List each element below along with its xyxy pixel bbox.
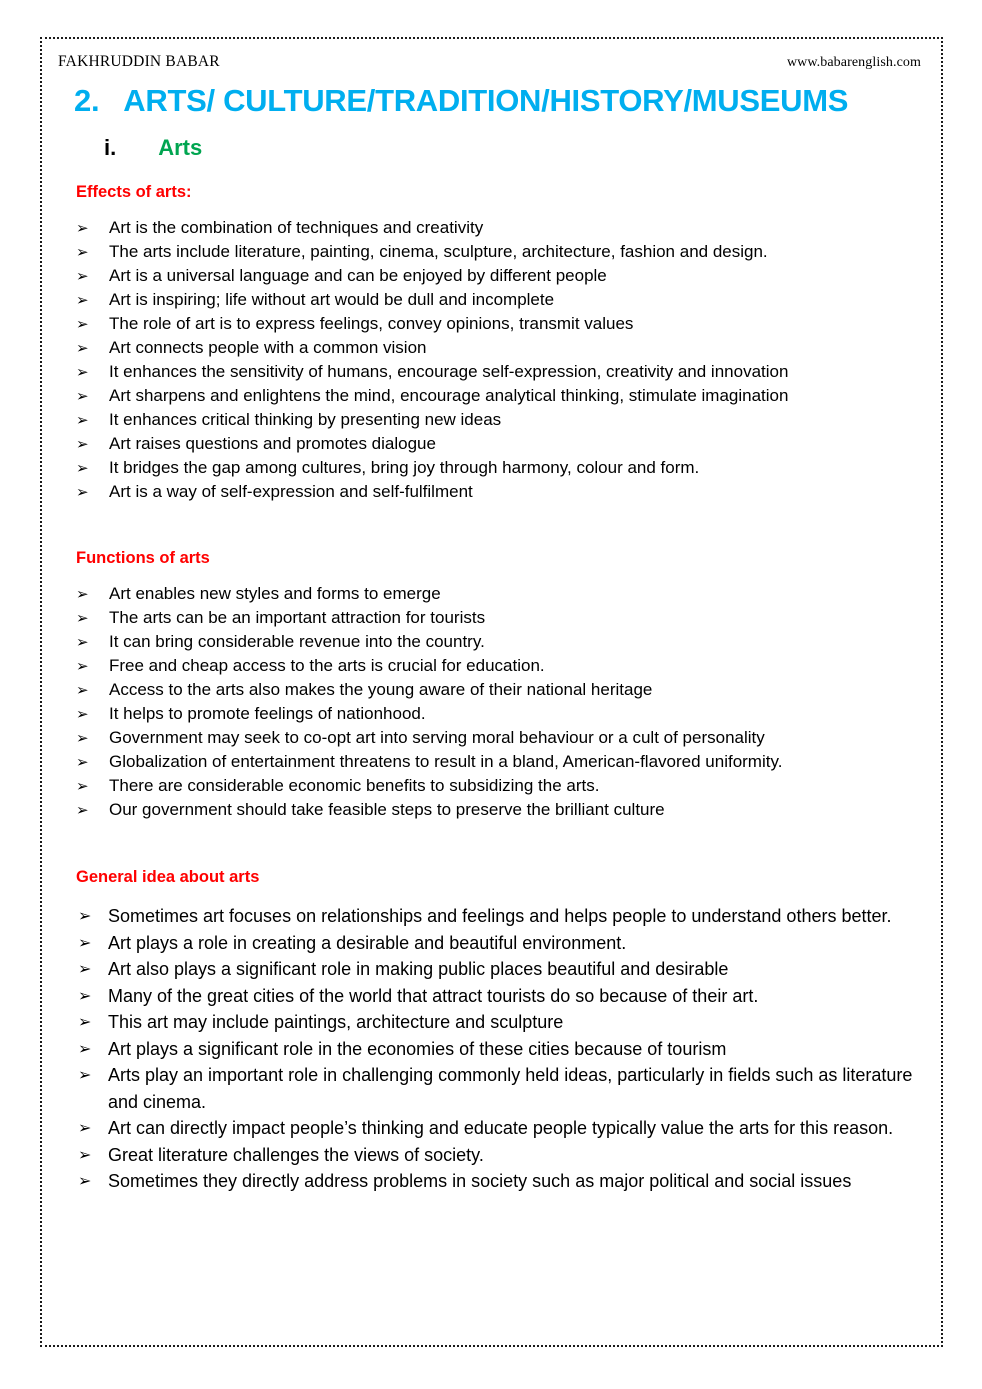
list-item-text: Free and cheap access to the arts is crucial for education. — [109, 656, 545, 675]
list-item — [76, 312, 921, 336]
subsection-label: Arts — [158, 135, 203, 160]
bullet-list-general-idea — [78, 903, 921, 1195]
list-item — [78, 1009, 921, 1036]
list-item — [76, 678, 921, 702]
list-item — [78, 930, 921, 957]
arrow-bullet-icon: ➢ — [76, 291, 89, 309]
bullet-list-effects — [76, 216, 921, 504]
author-name: FAKHRUDDIN BABAR — [58, 53, 220, 70]
list-item-text: Art sharpens and enlightens the mind, encourage analytical thinking, stimulate imagination — [109, 386, 789, 405]
arrow-bullet-icon: ➢ — [76, 681, 89, 699]
list-item — [78, 903, 921, 930]
list-item — [78, 1062, 921, 1115]
arrow-bullet-icon: ➢ — [76, 411, 89, 429]
list-item — [76, 582, 921, 606]
list-item-text: It helps to promote feelings of nationhood. — [109, 704, 426, 723]
list-item-text: Art is a way of self-expression and self-fulfilment — [109, 482, 473, 501]
list-item-text: Art connects people with a common vision — [109, 338, 427, 357]
arrow-bullet-icon: ➢ — [78, 1118, 92, 1137]
list-item — [78, 1115, 921, 1142]
page-title — [74, 83, 921, 119]
list-item-text: Art raises questions and promotes dialogue — [109, 434, 436, 453]
arrow-bullet-icon: ➢ — [78, 1171, 92, 1190]
list-item-text: Globalization of entertainment threatens to result in a bland, American-flavored uniformity. — [109, 752, 783, 771]
list-item-text: Art is the combination of techniques and creativity — [109, 218, 484, 237]
list-item — [78, 1142, 921, 1169]
list-item — [76, 384, 921, 408]
list-item — [76, 480, 921, 504]
arrow-bullet-icon: ➢ — [76, 729, 89, 747]
section-heading-functions: Functions of arts — [76, 549, 210, 567]
list-item — [76, 456, 921, 480]
list-item-text: The arts can be an important attraction for tourists — [109, 608, 486, 627]
list-item — [76, 654, 921, 678]
arrow-bullet-icon: ➢ — [78, 985, 92, 1005]
subsection-marker: i. — [104, 135, 117, 160]
arrow-bullet-icon: ➢ — [76, 705, 89, 723]
arrow-bullet-icon: ➢ — [76, 243, 89, 261]
list-item-text: This art may include paintings, architecture and sculpture — [108, 1012, 564, 1032]
list-item-text: Sometimes art focuses on relationships and feelings and helps people to understand others better. — [108, 906, 892, 926]
list-item — [76, 432, 921, 456]
list-item-text: Art can directly impact people’s thinking and educate people typically value the arts for this reason. — [108, 1118, 894, 1138]
list-item-text: Arts play an important role in challenging commonly held ideas, particularly in fields such as literature and cinema. — [108, 1065, 913, 1112]
arrow-bullet-icon: ➢ — [76, 339, 89, 357]
arrow-bullet-icon: ➢ — [76, 387, 89, 405]
list-item — [78, 1168, 921, 1195]
list-item — [78, 1036, 921, 1063]
list-item — [76, 336, 921, 360]
arrow-bullet-icon: ➢ — [76, 753, 89, 771]
list-item-text: It can bring considerable revenue into the country. — [109, 632, 485, 651]
list-item — [76, 798, 921, 822]
arrow-bullet-icon: ➢ — [78, 906, 92, 925]
list-item — [76, 264, 921, 288]
list-item — [76, 240, 921, 264]
arrow-bullet-icon: ➢ — [76, 267, 89, 285]
arrow-bullet-icon: ➢ — [76, 801, 89, 819]
arrow-bullet-icon: ➢ — [76, 315, 89, 333]
arrow-bullet-icon: ➢ — [76, 657, 89, 675]
website-url: www.babarenglish.com — [786, 55, 921, 70]
arrow-bullet-icon: ➢ — [78, 1012, 92, 1031]
list-item-text: Access to the arts also makes the young aware of their national heritage — [109, 680, 653, 699]
arrow-bullet-icon: ➢ — [76, 633, 89, 651]
list-item-text: Art enables new styles and forms to emerge — [109, 584, 441, 603]
page-content — [40, 37, 943, 1347]
list-item — [78, 983, 921, 1010]
arrow-bullet-icon: ➢ — [76, 459, 89, 477]
list-item — [78, 956, 921, 983]
arrow-bullet-icon: ➢ — [76, 777, 89, 795]
list-item-text: Many of the great cities of the world that attract tourists do so because of their art. — [108, 985, 759, 1006]
running-header — [58, 53, 921, 71]
section-heading-general-idea: General idea about arts — [76, 868, 260, 886]
arrow-bullet-icon: ➢ — [76, 363, 89, 381]
list-item-text: Art also plays a significant role in making public places beautiful and desirable — [108, 959, 729, 979]
arrow-bullet-icon: ➢ — [78, 932, 92, 952]
list-item-text: It enhances critical thinking by presenting new ideas — [109, 410, 502, 429]
list-item-text: Government may seek to co-opt art into serving moral behaviour or a cult of personality — [109, 728, 765, 747]
list-item-text: Great literature challenges the views of society. — [108, 1144, 484, 1165]
list-item-text: It bridges the gap among cultures, bring joy through harmony, colour and form. — [109, 458, 700, 477]
list-item-text: The arts include literature, painting, cinema, sculpture, architecture, fashion and design. — [109, 242, 768, 261]
arrow-bullet-icon: ➢ — [78, 1038, 92, 1058]
bullet-list-functions — [76, 582, 921, 822]
arrow-bullet-icon: ➢ — [78, 1144, 92, 1164]
list-item-text: Our government should take feasible steps to preserve the brilliant culture — [109, 800, 665, 819]
list-item — [76, 726, 921, 750]
list-item — [76, 750, 921, 774]
subsection-title — [104, 135, 921, 161]
list-item — [76, 408, 921, 432]
list-item-text: The role of art is to express feelings, convey opinions, transmit values — [109, 314, 634, 333]
list-item — [76, 360, 921, 384]
arrow-bullet-icon: ➢ — [78, 959, 92, 978]
arrow-bullet-icon: ➢ — [76, 219, 89, 237]
list-item-text: It enhances the sensitivity of humans, encourage self-expression, creativity and innovation — [109, 362, 789, 381]
list-item — [76, 774, 921, 798]
arrow-bullet-icon: ➢ — [78, 1065, 92, 1084]
list-item-text: Art is a universal language and can be enjoyed by different people — [109, 266, 607, 285]
list-item — [76, 702, 921, 726]
arrow-bullet-icon: ➢ — [76, 585, 89, 603]
arrow-bullet-icon: ➢ — [76, 435, 89, 453]
list-item-text: Art plays a role in creating a desirable and beautiful environment. — [108, 932, 627, 953]
list-item — [76, 606, 921, 630]
list-item — [76, 216, 921, 240]
section-heading-effects: Effects of arts: — [76, 183, 192, 201]
list-item-text: Art is inspiring; life without art would be dull and incomplete — [109, 290, 555, 309]
title-number: 2. — [74, 83, 100, 118]
list-item-text: Art plays a significant role in the economies of these cities because of tourism — [108, 1038, 727, 1059]
arrow-bullet-icon: ➢ — [76, 483, 89, 501]
list-item — [76, 288, 921, 312]
title-text: ARTS/ CULTURE/TRADITION/HISTORY/MUSEUMS — [123, 83, 849, 118]
arrow-bullet-icon: ➢ — [76, 609, 89, 627]
list-item — [76, 630, 921, 654]
list-item-text: There are considerable economic benefits to subsidizing the arts. — [109, 776, 600, 795]
list-item-text: Sometimes they directly address problems in society such as major political and social issues — [108, 1171, 852, 1191]
